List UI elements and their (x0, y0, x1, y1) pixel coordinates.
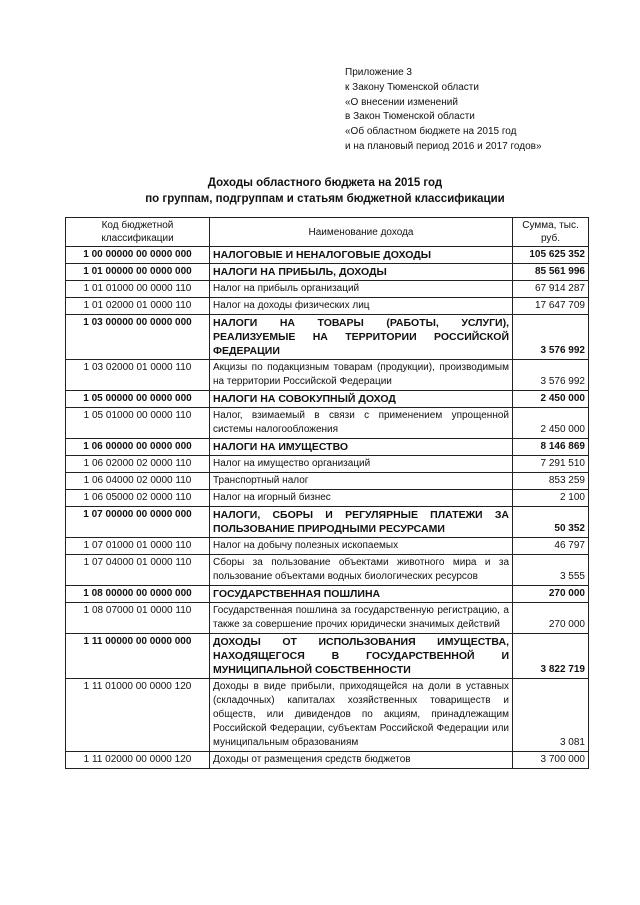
row-code: 1 06 04000 02 0000 110 (66, 473, 210, 490)
table-row (66, 456, 589, 473)
appendix-line: Приложение 3 (345, 67, 412, 78)
row-code: 1 06 02000 02 0000 110 (66, 456, 210, 473)
row-code: 1 01 02000 01 0000 110 (66, 298, 210, 315)
appendix-line: к Закону Тюменской области (345, 81, 479, 93)
table-row (66, 752, 589, 769)
appendix-line: «Об областном бюджете на 2015 год (345, 126, 517, 138)
header-code: Код бюджетной классификации (66, 218, 210, 247)
table-body (66, 247, 589, 769)
row-sum: 8 146 869 (513, 439, 589, 456)
header-name: Наименование дохода (210, 218, 513, 247)
table-row (66, 538, 589, 555)
appendix-line: в Закон Тюменской области (345, 111, 475, 123)
row-name: Доходы от размещения средств бюджетов (210, 752, 513, 769)
row-code: 1 07 04000 01 0000 110 (66, 555, 210, 586)
appendix-line: «О внесении изменений (345, 96, 458, 108)
row-sum: 67 914 287 (513, 281, 589, 298)
row-sum: 270 000 (513, 603, 589, 634)
row-code: 1 03 02000 01 0000 110 (66, 360, 210, 391)
row-name: НАЛОГИ НА СОВОКУПНЫЙ ДОХОД (210, 391, 513, 408)
revenue-table (65, 217, 589, 769)
row-name: НАЛОГОВЫЕ И НЕНАЛОГОВЫЕ ДОХОДЫ (210, 247, 513, 264)
row-code: 1 07 00000 00 0000 000 (66, 507, 210, 538)
row-name: Налог на игорный бизнес (210, 490, 513, 507)
row-name: Налог на доходы физических лиц (210, 298, 513, 315)
row-name: НАЛОГИ НА ПРИБЫЛЬ, ДОХОДЫ (210, 264, 513, 281)
row-name: Налог, взимаемый в связи с применением упрощенной системы налогообложения (210, 408, 513, 439)
table-row (66, 603, 589, 634)
row-name: Государственная пошлина за государственную регистрацию, а также за совершение прочих юридически значимых действий (210, 603, 513, 634)
appendix-line: и на плановый период 2016 и 2017 годов» (345, 140, 542, 152)
title-line-2: по группам, подгруппам и статьям бюджетной классификации (145, 193, 505, 205)
row-sum: 17 647 709 (513, 298, 589, 315)
table-row (66, 439, 589, 456)
row-sum: 50 352 (513, 507, 589, 538)
table-row (66, 473, 589, 490)
row-code: 1 11 00000 00 0000 000 (66, 634, 210, 679)
table-row (66, 315, 589, 360)
row-code: 1 05 01000 00 0000 110 (66, 408, 210, 439)
table-header-row (66, 218, 589, 247)
row-name: НАЛОГИ НА ТОВАРЫ (РАБОТЫ, УСЛУГИ), РЕАЛИЗУЕМЫЕ НА ТЕРРИТОРИИ РОССИЙСКОЙ ФЕДЕРАЦИИ (210, 315, 513, 360)
row-sum: 3 576 992 (513, 360, 589, 391)
table-row (66, 507, 589, 538)
row-name: Доходы в виде прибыли, приходящейся на доли в уставных (складочных) капиталах хозяйственных товариществ и обществ, или дивидендов по акциям, принадлежащим Российской Федерации, субъектам Российской Федерации или муниципальным образованиям (210, 679, 513, 752)
row-code: 1 06 05000 02 0000 110 (66, 490, 210, 507)
row-sum: 3 081 (513, 679, 589, 752)
row-sum: 85 561 996 (513, 264, 589, 281)
table-row (66, 490, 589, 507)
row-code: 1 06 00000 00 0000 000 (66, 439, 210, 456)
table-row (66, 408, 589, 439)
row-code: 1 01 00000 00 0000 000 (66, 264, 210, 281)
table-row (66, 247, 589, 264)
row-sum: 3 555 (513, 555, 589, 586)
row-sum: 46 797 (513, 538, 589, 555)
row-code: 1 03 00000 00 0000 000 (66, 315, 210, 360)
row-sum: 2 100 (513, 490, 589, 507)
row-sum: 270 000 (513, 586, 589, 603)
row-code: 1 01 01000 00 0000 110 (66, 281, 210, 298)
table-row (66, 298, 589, 315)
row-code: 1 05 00000 00 0000 000 (66, 391, 210, 408)
row-name: Сборы за пользование объектами животного мира и за пользование объектами водных биологических ресурсов (210, 555, 513, 586)
row-code: 1 11 01000 00 0000 120 (66, 679, 210, 752)
title-line-1: Доходы областного бюджета на 2015 год (207, 177, 443, 189)
appendix-note (345, 66, 630, 155)
row-name: Налог на прибыль организаций (210, 281, 513, 298)
row-name: Акцизы по подакцизным товарам (продукции), производимым на территории Российской Федерации (210, 360, 513, 391)
row-sum: 2 450 000 (513, 408, 589, 439)
row-sum: 3 822 719 (513, 634, 589, 679)
table-row (66, 281, 589, 298)
table-row (66, 679, 589, 752)
row-name: НАЛОГИ НА ИМУЩЕСТВО (210, 439, 513, 456)
row-sum: 7 291 510 (513, 456, 589, 473)
row-sum: 2 450 000 (513, 391, 589, 408)
row-code: 1 08 00000 00 0000 000 (66, 586, 210, 603)
table-row (66, 391, 589, 408)
row-name: ДОХОДЫ ОТ ИСПОЛЬЗОВАНИЯ ИМУЩЕСТВА, НАХОДЯЩЕГОСЯ В ГОСУДАРСТВЕННОЙ И МУНИЦИПАЛЬНОЙ СОБСТВЕННОСТИ (210, 634, 513, 679)
row-sum: 853 259 (513, 473, 589, 490)
table-row (66, 555, 589, 586)
row-sum: 3 700 000 (513, 752, 589, 769)
row-name: Транспортный налог (210, 473, 513, 490)
document-title (60, 175, 590, 207)
table-row (66, 634, 589, 679)
row-code: 1 11 02000 00 0000 120 (66, 752, 210, 769)
table-row (66, 360, 589, 391)
row-name: ГОСУДАРСТВЕННАЯ ПОШЛИНА (210, 586, 513, 603)
row-code: 1 07 01000 01 0000 110 (66, 538, 210, 555)
row-name: НАЛОГИ, СБОРЫ И РЕГУЛЯРНЫЕ ПЛАТЕЖИ ЗА ПОЛЬЗОВАНИЕ ПРИРОДНЫМИ РЕСУРСАМИ (210, 507, 513, 538)
row-sum: 105 625 352 (513, 247, 589, 264)
table-row (66, 264, 589, 281)
row-name: Налог на имущество организаций (210, 456, 513, 473)
row-name: Налог на добычу полезных ископаемых (210, 538, 513, 555)
table-row (66, 586, 589, 603)
row-code: 1 08 07000 01 0000 110 (66, 603, 210, 634)
row-sum: 3 576 992 (513, 315, 589, 360)
header-sum: Сумма, тыс. руб. (513, 218, 589, 247)
row-code: 1 00 00000 00 0000 000 (66, 247, 210, 264)
